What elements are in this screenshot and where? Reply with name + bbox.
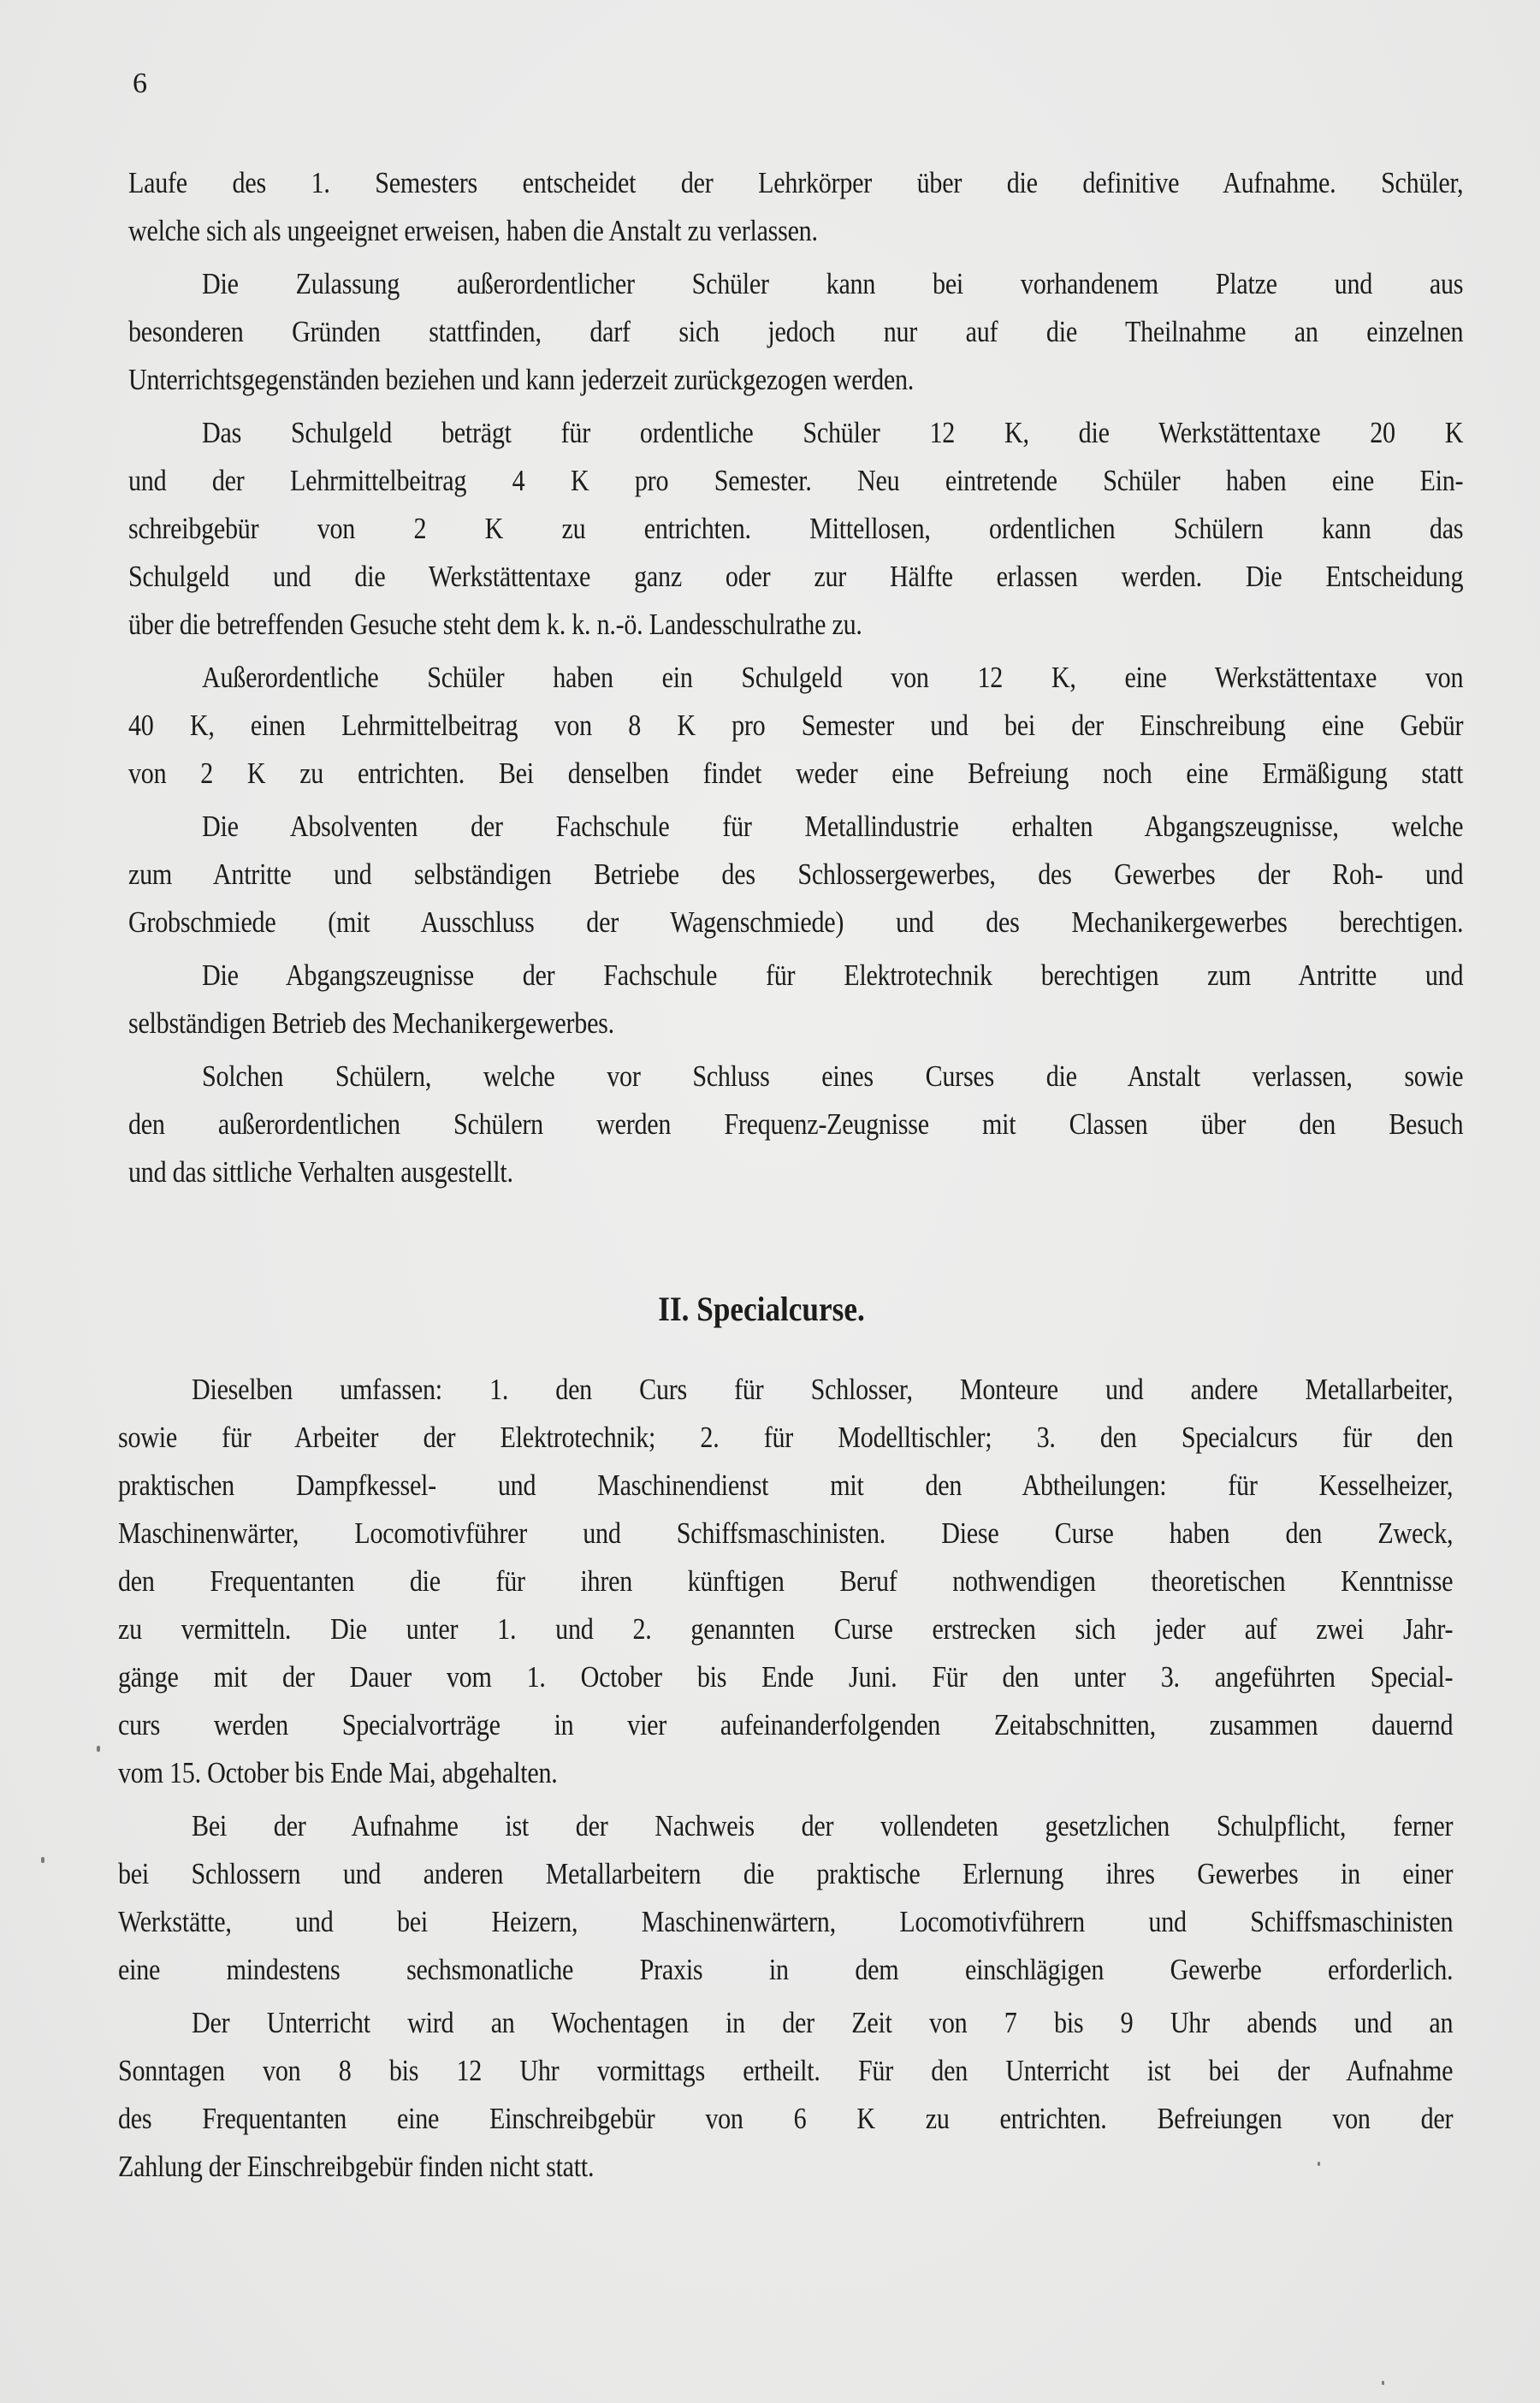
text-line: Die Absolventen der Fachschule für Metallindustrie erhalten Abgangszeugnisse, welche	[202, 810, 1464, 843]
text-line: Zahlung der Einschreibgebür finden nicht statt.	[118, 2150, 595, 2183]
text-line: bei Schlossern und anderen Metallarbeitern die praktische Erlernung ihres Gewerbes in einer	[118, 1857, 1454, 1890]
text-line: 40 K, einen Lehrmittelbeitrag von 8 K pro Semester und bei der Einschreibung eine Gebür	[128, 709, 1464, 742]
text-line: welche sich als ungeeignet erweisen, haben die Anstalt zu verlassen.	[128, 214, 818, 247]
text-line: Bei der Aufnahme ist der Nachweis der vollendeten gesetzlichen Schulpflicht, ferner	[192, 1809, 1454, 1842]
text-line: schreibgebür von 2 K zu entrichten. Mittellosen, ordentlichen Schülern kann das	[128, 512, 1464, 545]
text-line: und der Lehrmittelbeitrag 4 K pro Semester. Neu eintretende Schüler haben eine Ein-	[128, 464, 1464, 497]
text-line: den Frequentanten die für ihren künftigen Beruf nothwendigen theoretischen Kenntnisse	[118, 1564, 1454, 1598]
text-line: vom 15. October bis Ende Mai, abgehalten.	[118, 1756, 558, 1789]
text-line: Solchen Schülern, welche vor Schluss eines Curses die Anstalt verlassen, sowie	[202, 1059, 1464, 1093]
text-line: den außerordentlichen Schülern werden Frequenz-Zeugnisse mit Classen über den Besuch	[128, 1107, 1464, 1141]
text-line: Grobschmiede (mit Ausschluss der Wagenschmiede) und des Mechanikergewerbes berechtigen.	[128, 905, 1464, 939]
page-number: 6	[133, 68, 147, 99]
text-line: Der Unterricht wird an Wochentagen in der Zeit von 7 bis 9 Uhr abends und an	[192, 2006, 1454, 2039]
text-line: Sonntagen von 8 bis 12 Uhr vormittags ertheilt. Für den Unterricht ist bei der Aufnahme	[118, 2054, 1454, 2087]
paper-speck	[1382, 2381, 1384, 2385]
text-line: zu vermitteln. Die unter 1. und 2. genannten Curse erstrecken sich jeder auf zwei Jahr-	[118, 1612, 1454, 1646]
text-line: Schulgeld und die Werkstättentaxe ganz oder zur Hälfte erlassen werden. Die Entscheidung	[128, 560, 1464, 593]
section-one-body	[128, 159, 1463, 1202]
text-line: Laufe des 1. Semesters entscheidet der Lehrkörper über die definitive Aufnahme. Schüler,	[128, 166, 1464, 199]
text-line: sowie für Arbeiter der Elektrotechnik; 2. für Modelltischler; 3. den Specialcurs für den	[118, 1421, 1454, 1454]
text-line: gänge mit der Dauer vom 1. October bis Ende Juni. Für den unter 3. angeführten Special-	[118, 1660, 1454, 1694]
text-line: praktischen Dampfkessel- und Maschinendienst mit den Abtheilungen: für Kesselheizer,	[118, 1468, 1454, 1502]
paragraph	[128, 260, 1463, 404]
paper-speck	[1318, 2162, 1320, 2166]
paragraph	[128, 952, 1463, 1047]
text-line: über die betreffenden Gesuche steht dem k. k. n.-ö. Landesschulrathe zu.	[128, 608, 862, 641]
text-line: Das Schulgeld beträgt für ordentliche Schüler 12 K, die Werkstättentaxe 20 K	[202, 416, 1464, 449]
text-line: des Frequentanten eine Einschreibgebür von 6 K zu entrichten. Befreiungen von der	[118, 2102, 1454, 2135]
paragraph	[118, 1366, 1453, 1797]
section-two-body	[118, 1366, 1453, 2196]
paragraph	[118, 1999, 1453, 2191]
paragraph	[128, 1053, 1463, 1196]
text-line: Die Zulassung außerordentlicher Schüler kann bei vorhandenem Platze und aus	[202, 267, 1464, 300]
text-line: Maschinenwärter, Locomotivführer und Schiffsmaschinisten. Diese Curse haben den Zweck,	[118, 1516, 1454, 1550]
text-line: Unterrichtsgegenständen beziehen und kann jederzeit zurückgezogen werden.	[128, 363, 915, 396]
text-line: Die Abgangszeugnisse der Fachschule für Elektrotechnik berechtigen zum Antritte und	[202, 958, 1464, 992]
text-line: Werkstätte, und bei Heizern, Maschinenwärtern, Locomotivführern und Schiffsmaschinisten	[118, 1905, 1454, 1938]
text-line: eine mindestens sechsmonatliche Praxis in dem einschlägigen Gewerbe erforderlich.	[118, 1953, 1454, 1986]
paper-speck	[97, 1746, 100, 1752]
text-line: von 2 K zu entrichten. Bei denselben findet weder eine Befreiung noch eine Ermäßigung statt	[128, 756, 1464, 790]
text-line: zum Antritte und selbständigen Betriebe des Schlossergewerbes, des Gewerbes der Roh- und	[128, 857, 1464, 891]
text-line: selbständigen Betrieb des Mechanikergewerbes.	[128, 1006, 614, 1040]
text-line: und das sittliche Verhalten ausgestellt.	[128, 1155, 513, 1189]
section-heading: II. Specialcurse.	[658, 1290, 865, 1328]
paragraph	[128, 803, 1463, 946]
paragraph	[128, 159, 1463, 255]
paper-speck	[41, 1857, 44, 1863]
text-line: curs werden Specialvorträge in vier aufeinanderfolgenden Zeitabschnitten, zusammen dauernd	[118, 1708, 1454, 1741]
text-line: Dieselben umfassen: 1. den Curs für Schlosser, Monteure und andere Metallarbeiter,	[192, 1373, 1454, 1406]
paragraph	[128, 654, 1463, 798]
paragraph	[118, 1802, 1453, 1994]
text-line: Außerordentliche Schüler haben ein Schulgeld von 12 K, eine Werkstättentaxe von	[202, 661, 1464, 694]
paragraph	[128, 409, 1463, 649]
text-line: besonderen Gründen stattfinden, darf sich jedoch nur auf die Theilnahme an einzelnen	[128, 315, 1464, 348]
